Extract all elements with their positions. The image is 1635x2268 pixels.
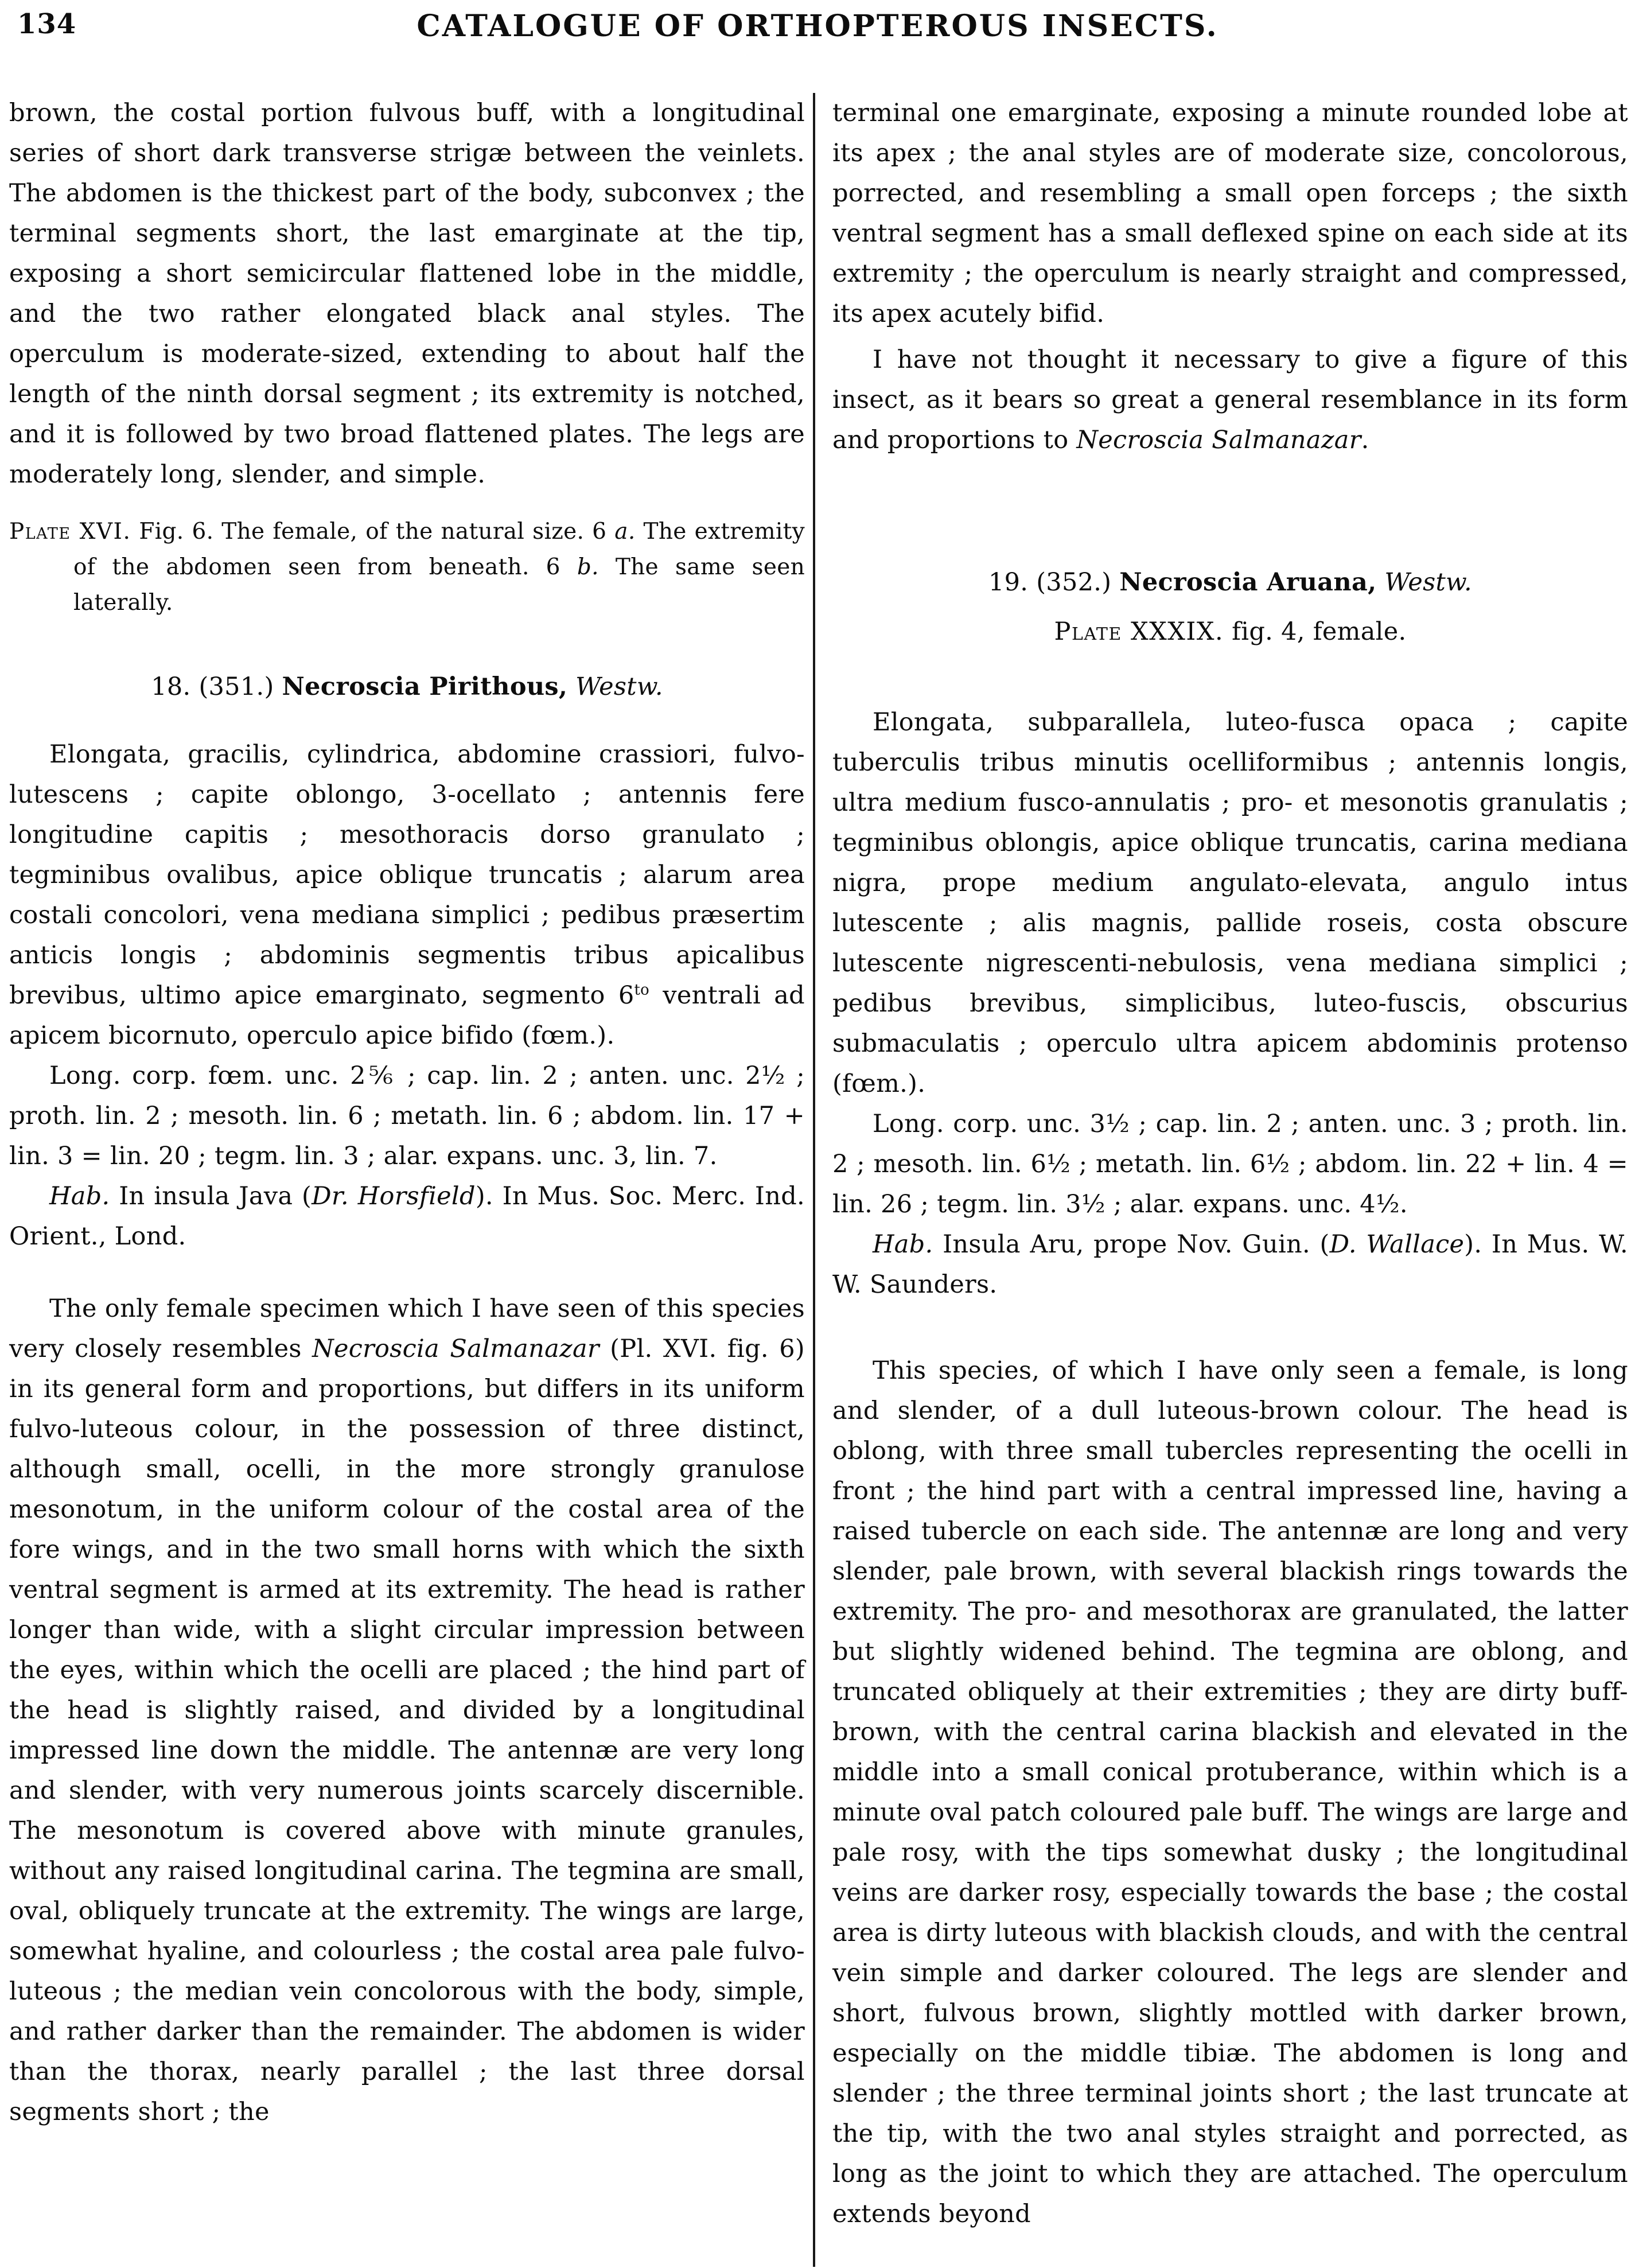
running-title: CATALOGUE OF ORTHOPTEROUS INSECTS. (416, 9, 1219, 44)
latin-description-18: Elongata, gracilis, cylindrica, abdomine crassiori, fulvo-lutescens ; capite oblongo, 3-ocellato ; antennis fere longitudine capitis ; mesothoracis dorso granulato ; tegminibus ovalibus, apice oblique truncatis ; alarum area costali concolori, vena mediana simplici ; pedibus præsertim anticis longis ; abdominis segmentis tribus apicalibus brevibus, ultimo apice emarginato, segmento $6^{to}$ ventrali ad apicem bicornuto, operculo apice bifido (fœm.). (9, 740, 805, 1050)
continuation-paragraph: terminal one emarginate, exposing a minute rounded lobe at its apex ; the anal styles are of moderate size, concolorous, porrected, and resembling a small open forceps ; the sixth ventral segment has a small deflexed spine on each side at its extremity ; the operculum is nearly straight and compressed, its apex acutely bifid. (832, 99, 1628, 328)
habitat-18: Hab. In insula Java (Dr. Horsfield). In Mus. Soc. Merc. Ind. Orient., Lond. (9, 1182, 805, 1251)
measurements-19: Long. corp. unc. 3½ ; cap. lin. 2 ; anten. unc. 3 ; proth. lin. 2 ; mesoth. lin. 6½ ; metath. lin. 6½ ; abdom. lin. 22 + lin. 4 = lin. 26 ; tegm. lin. 3½ ; alar. expans. unc. 4½. (832, 1110, 1628, 1219)
latin-description-19: Elongata, subparallela, luteo-fusca opaca ; capite tuberculis tribus minutis ocelliformibus ; antennis longis, ultra medium fusco-annulatis ; pro- et mesonotis granulatis ; tegminibus oblongis, apice oblique truncatis, carina mediana nigra, prope medium angulato-elevata, angulo intus lutescente ; alis magnis, pallide roseis, costa obscure lutescente nigrescenti-nebulosis, vena mediana simplici ; pedibus brevibus, simplicibus, luteo-fuscis, obscurius submaculatis ; operculo ultra apicem abdominis protenso (fœm.). (832, 708, 1628, 1098)
plate-note: Plate XVI. Fig. 6. The female, of the natural size. 6 a. The extremity of the abdomen seen from beneath. 6 b. The same seen laterally. (9, 519, 805, 616)
remarks-18: The only female specimen which I have seen of this species very closely resembles Necroscia Salmanazar (Pl. XVI. fig. 6) in its general form and proportions, but differs in its uniform fulvo-luteous colour, in the possession of three distinct, although small, ocelli, in the more strongly granulose mesonotum, in the uniform colour of the costal area of the fore wings, and in the two small horns with which the sixth ventral segment is armed at its extremity. The head is rather longer than wide, with a slight circular impression between the eyes, within which the ocelli are placed ; the hind part of the head is slightly raised, and divided by a longitudinal impressed line down the middle. The antennæ are very long and slender, with very numerous joints scarcely discernible. The mesonotum is covered above with minute granules, without any raised longitudinal carina. The tegmina are small, oval, obliquely truncate at the extremity. The wings are large, somewhat hyaline, and colourless ; the costal area pale fulvo-luteous ; the median vein concolorous with the body, simple, and rather darker than the remainder. The abdomen is wider than the thorax, nearly parallel ; the last three dorsal segments short ; the (9, 1294, 805, 2126)
habitat-19: Hab. Insula Aru, prope Nov. Guin. (D. Wallace). In Mus. W. W. Saunders. (832, 1230, 1628, 1299)
species-heading-19-line1: 19. (352.) Necroscia Aruana, Westw. (988, 568, 1473, 597)
page-number: 134 (17, 8, 77, 40)
continuation-paragraph: brown, the costal portion fulvous buff, with a longitudinal series of short dark transverse strigæ between the veinlets. The abdomen is the thickest part of the body, subconvex ; the terminal segments short, the last emarginate at the tip, exposing a short semicircular flattened lobe in the middle, and the two rather elongated black anal styles. The operculum is moderate-sized, extending to about half the length of the ninth dorsal segment ; its extremity is notched, and it is followed by two broad flattened plates. The legs are moderately long, slender, and simple. (9, 99, 805, 489)
remarks-19: This species, of which I have only seen a female, is long and slender, of a dull luteous-brown colour. The head is oblong, with three small tubercles representing the ocelli in front ; the hind part with a central impressed line, having a raised tubercle on each side. The antennæ are long and very slender, pale brown, with several blackish rings towards the extremity. The pro- and mesothorax are granulated, the latter but slightly widened behind. The tegmina are oblong, and truncated obliquely at their extremities ; they are dirty buff-brown, with the central carina blackish and elevated in the middle into a small conical protuberance, within which is a minute oval patch coloured pale buff. The wings are large and pale rosy, with the tips somewhat dusky ; the longitudinal veins are darker rosy, especially towards the base ; the costal area is dirty luteous with blackish clouds, and with the central vein simple and darker coloured. The legs are slender and short, fulvous brown, slightly mottled with darker brown, especially on the middle tibiæ. The abdomen is long and slender ; the three terminal joints short ; the last truncate at the tip, with the two anal styles straight and porrected, as long as the joint to which they are attached. The operculum extends beyond (832, 1356, 1628, 2228)
species-heading-18: 18. (351.) Necroscia Pirithous, Westw. (151, 672, 663, 701)
right-column (815, 93, 1635, 2267)
figure-remark-18: I have not thought it necessary to give a figure of this insect, as it bears so great a general resemblance in its form and proportions to Necroscia Salmanazar. (832, 345, 1628, 454)
two-column-text-block (0, 93, 1635, 2267)
measurements-18: Long. corp. fœm. unc. 2⅚ ; cap. lin. 2 ; anten. unc. 2½ ; proth. lin. 2 ; mesoth. lin. 6 ; metath. lin. 6 ; abdom. lin. 17 + lin. 3 = lin. 20 ; tegm. lin. 3 ; alar. expans. unc. 3, lin. 7. (9, 1061, 805, 1170)
species-heading-19-line2: Plate XXXIX. fig. 4, female. (1054, 617, 1407, 646)
species-heading-19 (832, 558, 1628, 656)
left-column (0, 93, 813, 2267)
